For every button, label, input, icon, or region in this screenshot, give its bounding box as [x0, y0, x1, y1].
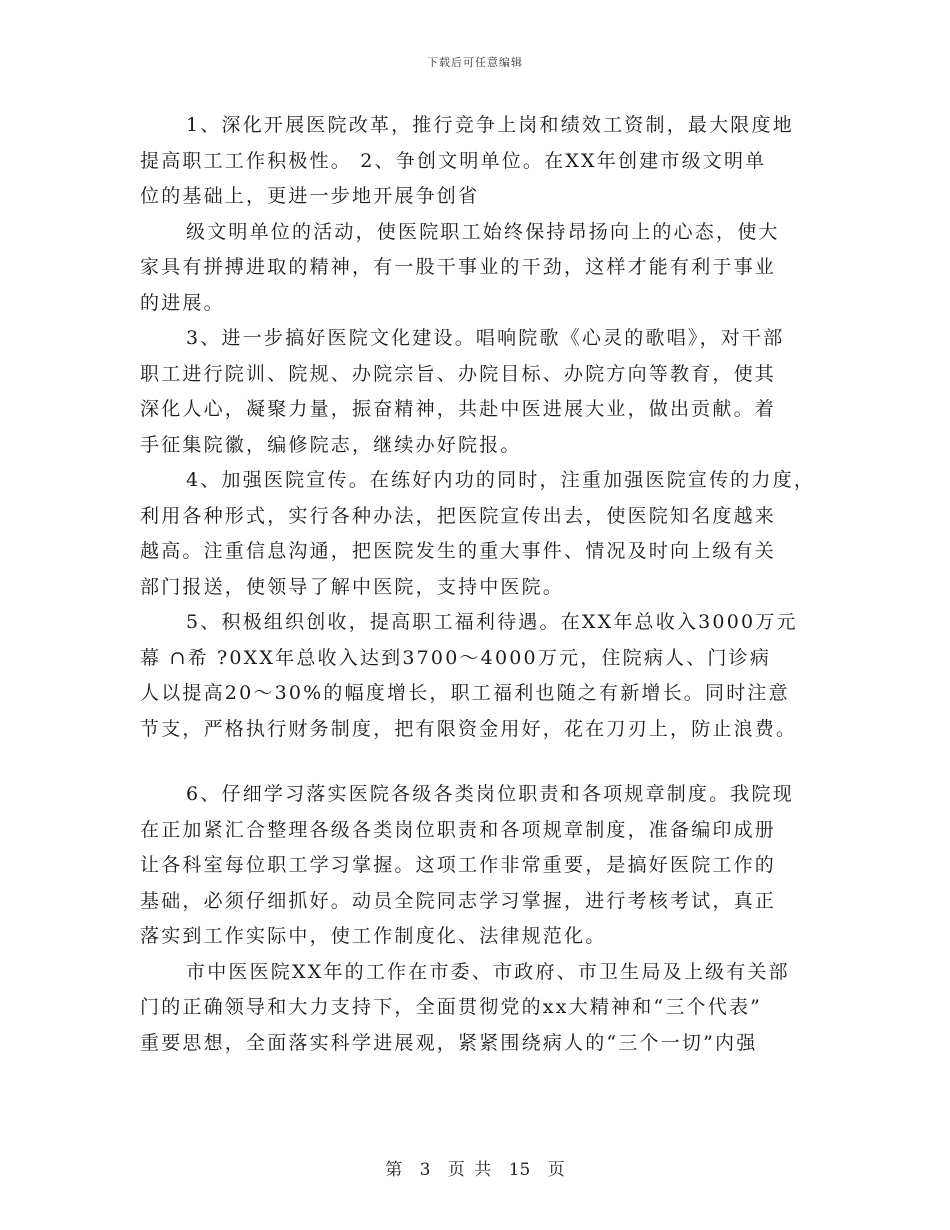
- text-line: 门的正确领导和大力支持下，全面贯彻党的xx大精神和“三个代表”: [140, 996, 763, 1018]
- text-line: 4、加强医院宣传。在练好内功的同时，注重加强医院宣传的力度，: [186, 469, 816, 491]
- text-line: 位的基础上，更进一步地开展争创省: [140, 185, 480, 207]
- text-line: 节支，严格执行财务制度，把有限资金用好，花在刀刃上，防止浪费。: [140, 717, 798, 740]
- current-page-number: 3: [419, 1160, 431, 1180]
- text-line: 幕 ∩希 ?0XX年总收入达到3700～4000万元，住院病人、门诊病: [140, 646, 772, 669]
- text-line: 5、积极组织创收，提高职工福利待遇。在XX年总收入3000万元: [186, 611, 798, 633]
- page-header: 下载后可任意编辑: [427, 56, 523, 69]
- paragraph-gap: [140, 747, 820, 777]
- text-line: 3、进一步搞好医院文化建设。唱响院歌《心灵的歌唱》，对干部: [186, 327, 785, 349]
- text-line: 的进展。: [140, 291, 225, 314]
- footer-middle: 页 共: [447, 1160, 492, 1180]
- text-line: 家具有拼搏进取的精神，有一股干事业的干劲，这样才能有利于事业: [140, 256, 777, 278]
- footer-prefix: 第: [385, 1160, 403, 1180]
- text-line: 落实到工作实际中，使工作制度化、法律规范化。: [140, 925, 607, 947]
- text-line: 市中医医院XX年的工作在市委、市政府、市卫生局及上级有关部: [186, 960, 790, 983]
- text-line: 重要思想，全面落实科学进展观，紧紧围绕病人的“三个一切”内强: [140, 1031, 758, 1054]
- footer-suffix: 页: [547, 1160, 565, 1180]
- text-line: 基础，必须仔细抓好。动员全院同志学习掌握，进行考核考试，真正: [140, 889, 777, 912]
- text-line: 级文明单位的活动，使医院职工始终保持昂扬向上的心态，使大: [186, 220, 780, 243]
- text-line: 让各科室每位职工学习掌握。这项工作非常重要，是搞好医院工作的: [140, 854, 777, 876]
- text-line: 6、仔细学习落实医院各级各类岗位职责和各项规章制度。我院现: [186, 783, 794, 805]
- text-line: 职工进行院训、院规、办院宗旨、办院目标、办院方向等教育，使其: [140, 362, 777, 385]
- text-line: 越高。注重信息沟通，把医院发生的重大事件、情况及时向上级有关: [140, 540, 777, 562]
- text-line: 部门报送，使领导了解中医院，支持中医院。: [140, 575, 565, 598]
- text-line: 人以提高20～30%的幅度增长，职工福利也随之有新增长。同时注意: [140, 682, 790, 704]
- text-line: 提高职工工作积极性。 2、争创文明单位。在XX年创建市级文明单: [140, 149, 767, 172]
- text-line: 手征集院徽，编修院志，继续办好院报。: [140, 433, 522, 456]
- text-line: 在正加紧汇合整理各级各类岗位职责和各项规章制度，准备编印成册: [140, 818, 777, 841]
- page-footer: [0, 1155, 950, 1180]
- text-line: 深化人心，凝聚力量，振奋精神，共赴中医进展大业，做出贡献。着: [140, 398, 777, 420]
- text-line: 利用各种形式，实行各种办法，把医院宣传出去，使医院知名度越来: [140, 504, 777, 527]
- text-line: 1、深化开展医院改革，推行竞争上岗和绩效工资制，最大限度地: [186, 114, 794, 136]
- document-body: [140, 108, 820, 1061]
- total-pages-number: 15: [508, 1160, 531, 1180]
